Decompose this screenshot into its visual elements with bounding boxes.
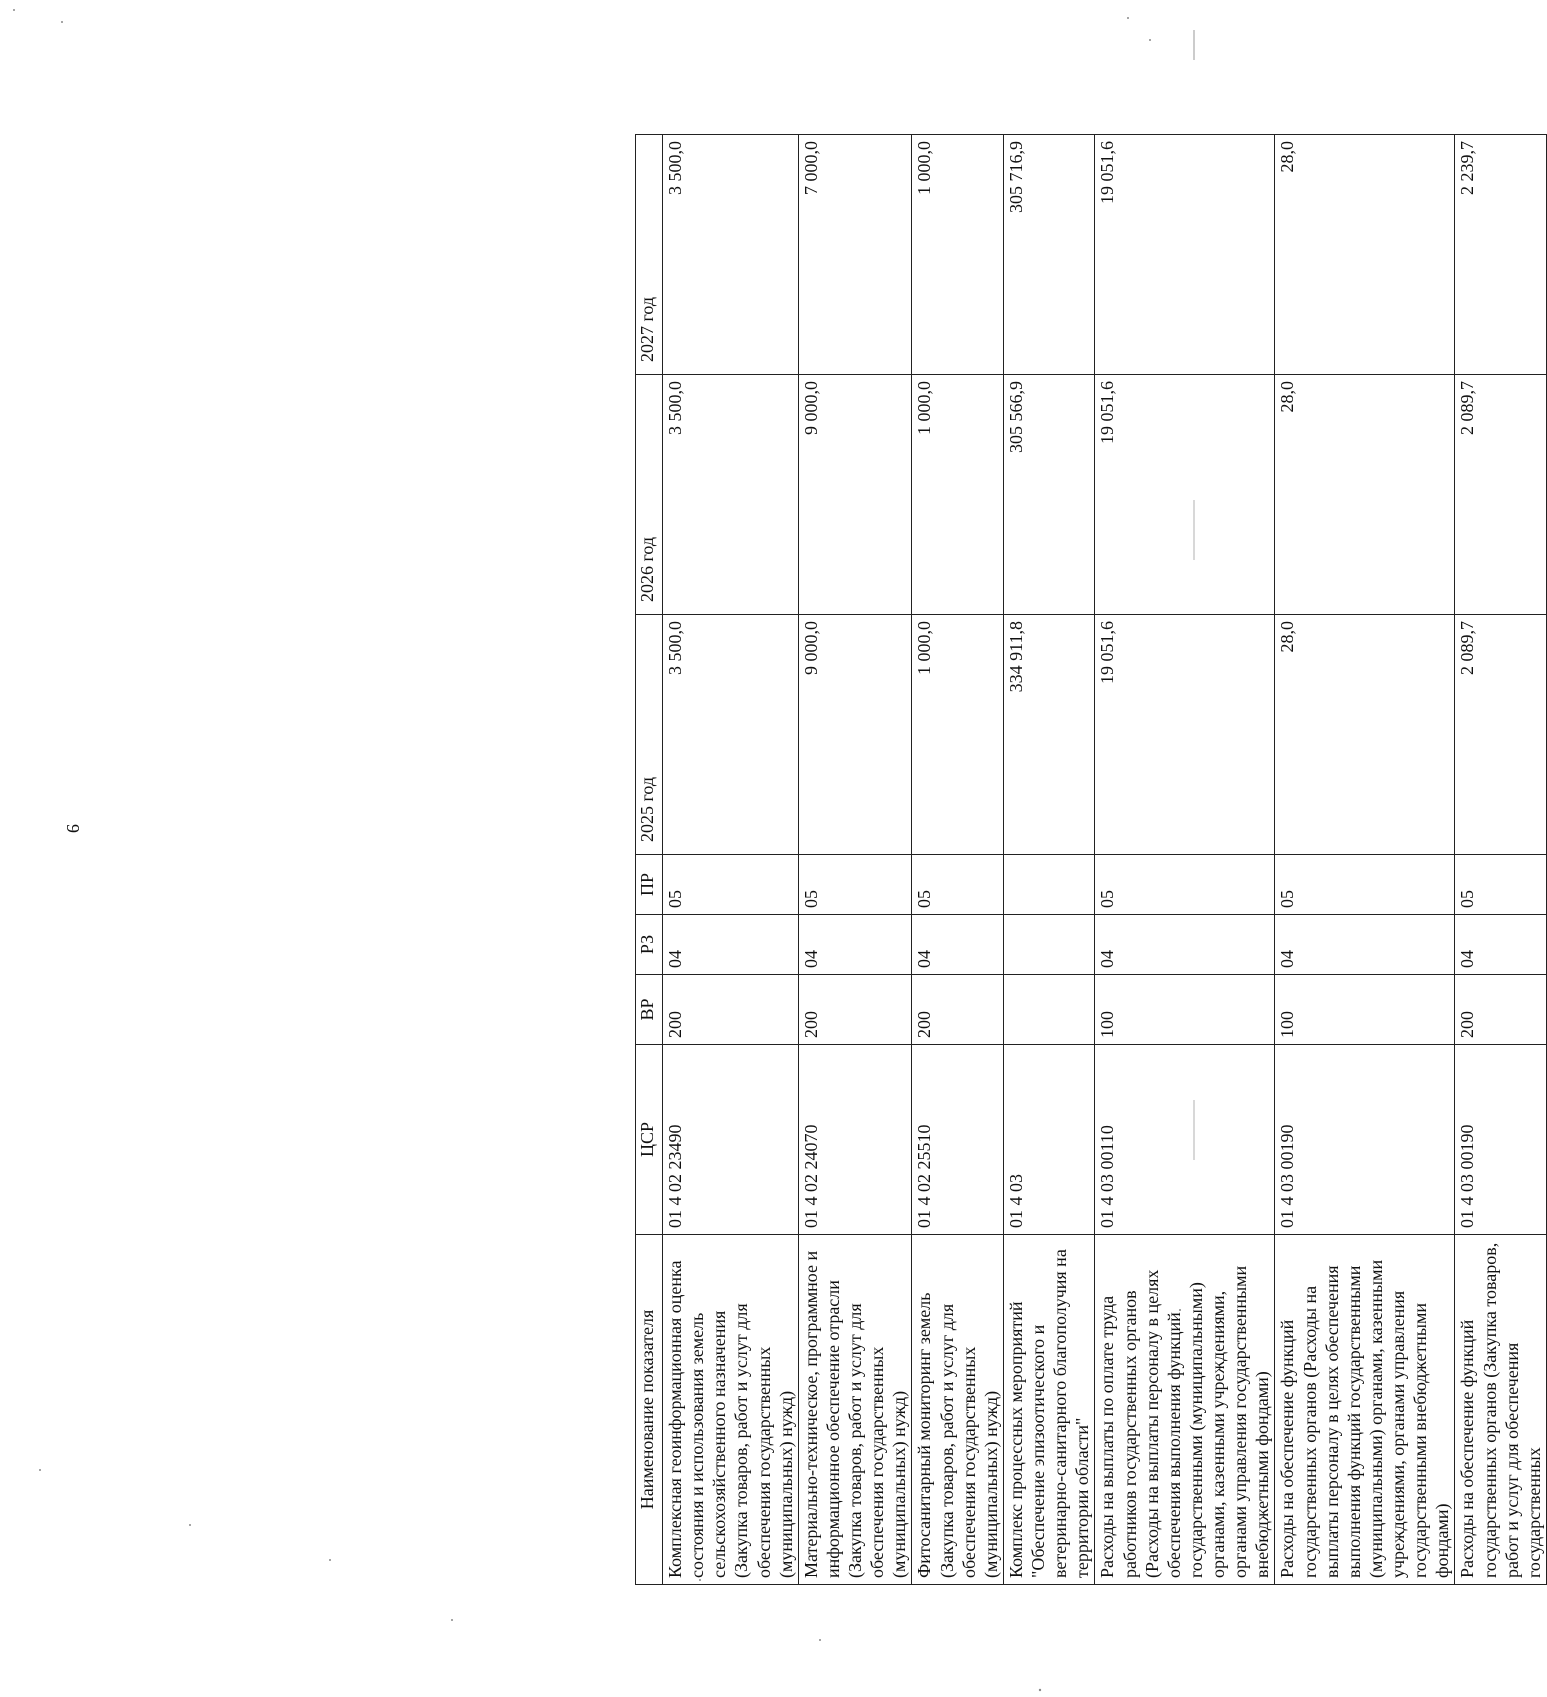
- row-vr: [1003, 975, 1095, 1045]
- row-csr: 01 4 02 25510: [912, 1045, 1004, 1235]
- table-row: [1455, 135, 1547, 1585]
- row-rz: [1003, 915, 1095, 975]
- row-2027: 2 239,7: [1455, 135, 1547, 375]
- row-vr: 200: [663, 975, 799, 1045]
- row-2025: 28,0: [1275, 615, 1455, 855]
- row-2027: 19 051,6: [1095, 135, 1275, 375]
- row-2026: 305 566,9: [1003, 375, 1095, 615]
- table-row: [1003, 135, 1095, 1585]
- row-2026: 2 089,7: [1455, 375, 1547, 615]
- row-csr: 01 4 03 00190: [1275, 1045, 1455, 1235]
- row-rz: 04: [1275, 915, 1455, 975]
- row-pr: 05: [1455, 855, 1547, 915]
- row-2026: 3 500,0: [663, 375, 799, 615]
- row-vr: 200: [1455, 975, 1547, 1045]
- row-2026: 1 000,0: [912, 375, 1004, 615]
- row-2027: 3 500,0: [663, 135, 799, 375]
- rotated-page: [635, 135, 1544, 1585]
- row-vr: 200: [798, 975, 912, 1045]
- header-2027: 2027 год: [636, 135, 663, 375]
- row-rz: 04: [663, 915, 799, 975]
- row-2025: 3 500,0: [663, 615, 799, 855]
- header-rz: РЗ: [636, 915, 663, 975]
- row-2026: 28,0: [1275, 375, 1455, 615]
- row-name: Комплекс процессных мероприятий "Обеспечение эпизоотического и ветеринарно-санитарного благополучия на территории области": [1003, 1235, 1095, 1585]
- row-2026: 9 000,0: [798, 375, 912, 615]
- page-number: 9: [63, 824, 83, 833]
- row-csr: 01 4 02 23490: [663, 1045, 799, 1235]
- row-pr: [1003, 855, 1095, 915]
- row-csr: 01 4 02 24070: [798, 1045, 912, 1235]
- row-name: Расходы на обеспечение функций государственных органов (Расходы на выплаты персоналу в целях обеспечения выполнения функций государственными (муниципальными) органами, казенными учреждениями, органами управления государственными внебюджетными фондами): [1275, 1235, 1455, 1585]
- table-row: [1275, 135, 1455, 1585]
- row-csr: 01 4 03 00190: [1455, 1045, 1547, 1235]
- row-vr: 100: [1275, 975, 1455, 1045]
- row-name: Расходы на выплаты по оплате труда работников государственных органов (Расходы на выплаты персоналу в целях обеспечения выполнения функций государственными (муниципальными) органами, казенными учреждениями, органами управления государственными внебюджетными фондами): [1095, 1235, 1275, 1585]
- row-pr: 05: [798, 855, 912, 915]
- row-pr: 05: [663, 855, 799, 915]
- table-header-row: [636, 135, 663, 1585]
- row-pr: 05: [1095, 855, 1275, 915]
- row-2025: 19 051,6: [1095, 615, 1275, 855]
- row-rz: 04: [1455, 915, 1547, 975]
- row-pr: 05: [912, 855, 1004, 915]
- row-2027: 305 716,9: [1003, 135, 1095, 375]
- row-name: Материально-техническое, программное и информационное обеспечение отрасли (Закупка товаров, работ и услут для обеспечения государственных (муниципальных) нужд): [798, 1235, 912, 1585]
- row-csr: 01 4 03: [1003, 1045, 1095, 1235]
- row-rz: 04: [798, 915, 912, 975]
- row-2027: 7 000,0: [798, 135, 912, 375]
- row-rz: 04: [1095, 915, 1275, 975]
- table-row: [663, 135, 799, 1585]
- header-vr: ВР: [636, 975, 663, 1045]
- header-2025: 2025 год: [636, 615, 663, 855]
- row-pr: 05: [1275, 855, 1455, 915]
- header-2026: 2026 год: [636, 375, 663, 615]
- row-2025: 334 911,8: [1003, 615, 1095, 855]
- budget-table: [635, 134, 1547, 1585]
- row-csr: 01 4 03 00110: [1095, 1045, 1275, 1235]
- table-row: [1095, 135, 1275, 1585]
- row-2027: 28,0: [1275, 135, 1455, 375]
- table-row: [912, 135, 1004, 1585]
- row-rz: 04: [912, 915, 1004, 975]
- row-vr: 100: [1095, 975, 1275, 1045]
- header-pr: ПР: [636, 855, 663, 915]
- row-2025: 1 000,0: [912, 615, 1004, 855]
- row-name: Фитосанитарный мониторинг земель (Закупка товаров, работ и услуг для обеспечения государственных (муниципальных) нужд): [912, 1235, 1004, 1585]
- row-name: Расходы на обеспечение функций государственных органов (Закупка товаров, работ и услуг для обеспечения государственных: [1455, 1235, 1547, 1585]
- header-csr: ЦСР: [636, 1045, 663, 1235]
- row-2026: 19 051,6: [1095, 375, 1275, 615]
- header-name: Наименование показателя: [636, 1235, 663, 1585]
- row-2027: 1 000,0: [912, 135, 1004, 375]
- row-2025: 2 089,7: [1455, 615, 1547, 855]
- row-name: Комплексная геоинформационная оценка состояния и использования земель сельскохозяйственного назначения (Закупка товаров, работ и услут для обеспечения государственных (муниципальных) нужд): [663, 1235, 799, 1585]
- row-2025: 9 000,0: [798, 615, 912, 855]
- row-vr: 200: [912, 975, 1004, 1045]
- table-row: [798, 135, 912, 1585]
